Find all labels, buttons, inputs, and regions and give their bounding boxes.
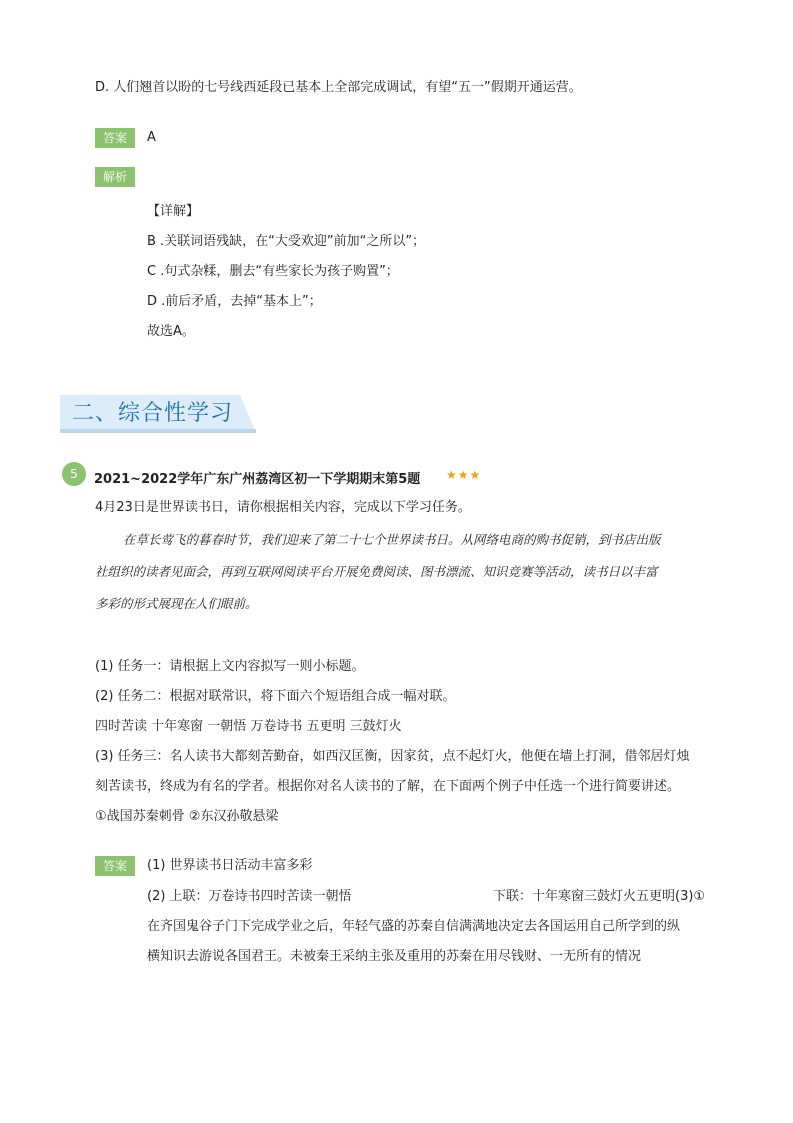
question-number-badge: 5 — [62, 462, 86, 486]
passage-line: 社组织的读者见面会，再到互联网阅读平台开展免费阅读、图书漂流、知识竞赛等活动，读书日以丰富 — [95, 564, 658, 579]
answer-line: (2) 上联：万卷诗书四时苦读一朝悟 — [147, 889, 352, 904]
analysis-line: B .关联词语残缺，在“大受欢迎”前加“之所以”； — [147, 234, 426, 249]
answer-line: 在齐国鬼谷子门下完成学业之后，年轻气盛的苏秦自信满满地决定去各国运用自己所学到的纵 — [147, 919, 681, 934]
analysis-line: 故选A。 — [147, 324, 195, 339]
task-line: 刻苦读书，终成为有名的学者。根据你对名人读书的了解，在下面两个例子中任选一个进行简要讲述。 — [95, 779, 681, 794]
analysis-line: C .句式杂糅，删去“有些家长为孩子购置”； — [147, 264, 399, 279]
passage-line: 在草长莺飞的暮春时节，我们迎来了第二十七个世界读书日。从网络电商的购书促销，到书店出版 — [123, 532, 661, 547]
option-d-text: D. 人们翘首以盼的七号线西延段已基本上全部完成调试，有望“五一”假期开通运营。 — [95, 80, 582, 95]
question-intro: 4月23日是世界读书日，请你根据相关内容，完成以下学习任务。 — [95, 500, 471, 515]
passage-line: 多彩的形式展现在人们眼前。 — [95, 596, 258, 611]
answer-line: 横知识去游说各国君王。未被秦王采纳主张及重用的苏秦在用尽钱财、一无所有的情况 — [147, 949, 642, 964]
answer-line: 下联：十年寒窗三鼓灯火五更明(3)① — [493, 889, 706, 904]
task-line: (3) 任务三：名人读书大都刻苦勤奋，如西汉匡衡，因家贫，点不起灯火，他便在墙上打洞，借邻居灯烛 — [95, 749, 690, 764]
answer-line: (1) 世界读书日活动丰富多彩 — [147, 858, 313, 873]
analysis-tag: 解析 — [95, 167, 135, 187]
difficulty-stars-icon: ★★★ — [446, 468, 482, 482]
task-line: (1) 任务一：请根据上文内容拟写一则小标题。 — [95, 659, 365, 674]
answer-tag: 答案 — [95, 856, 135, 876]
task-line: (2) 任务二：根据对联常识，将下面六个短语组合成一幅对联。 — [95, 689, 456, 704]
answer-tag: 答案 — [95, 128, 135, 148]
analysis-line: D .前后矛盾，去掉“基本上”； — [147, 294, 322, 309]
task-line: 四时苦读 十年寒窗 一朝悟 万卷诗书 五更明 三鼓灯火 — [95, 719, 402, 734]
answer-value: A — [147, 130, 156, 145]
section-title: 二、综合性学习 — [72, 401, 234, 426]
analysis-line: 【详解】 — [147, 204, 200, 219]
question-title: 2021~2022学年广东广州荔湾区初一下学期期末第5题 — [94, 472, 421, 487]
task-line: ①战国苏秦刺骨 ②东汉孙敬悬梁 — [95, 809, 279, 824]
